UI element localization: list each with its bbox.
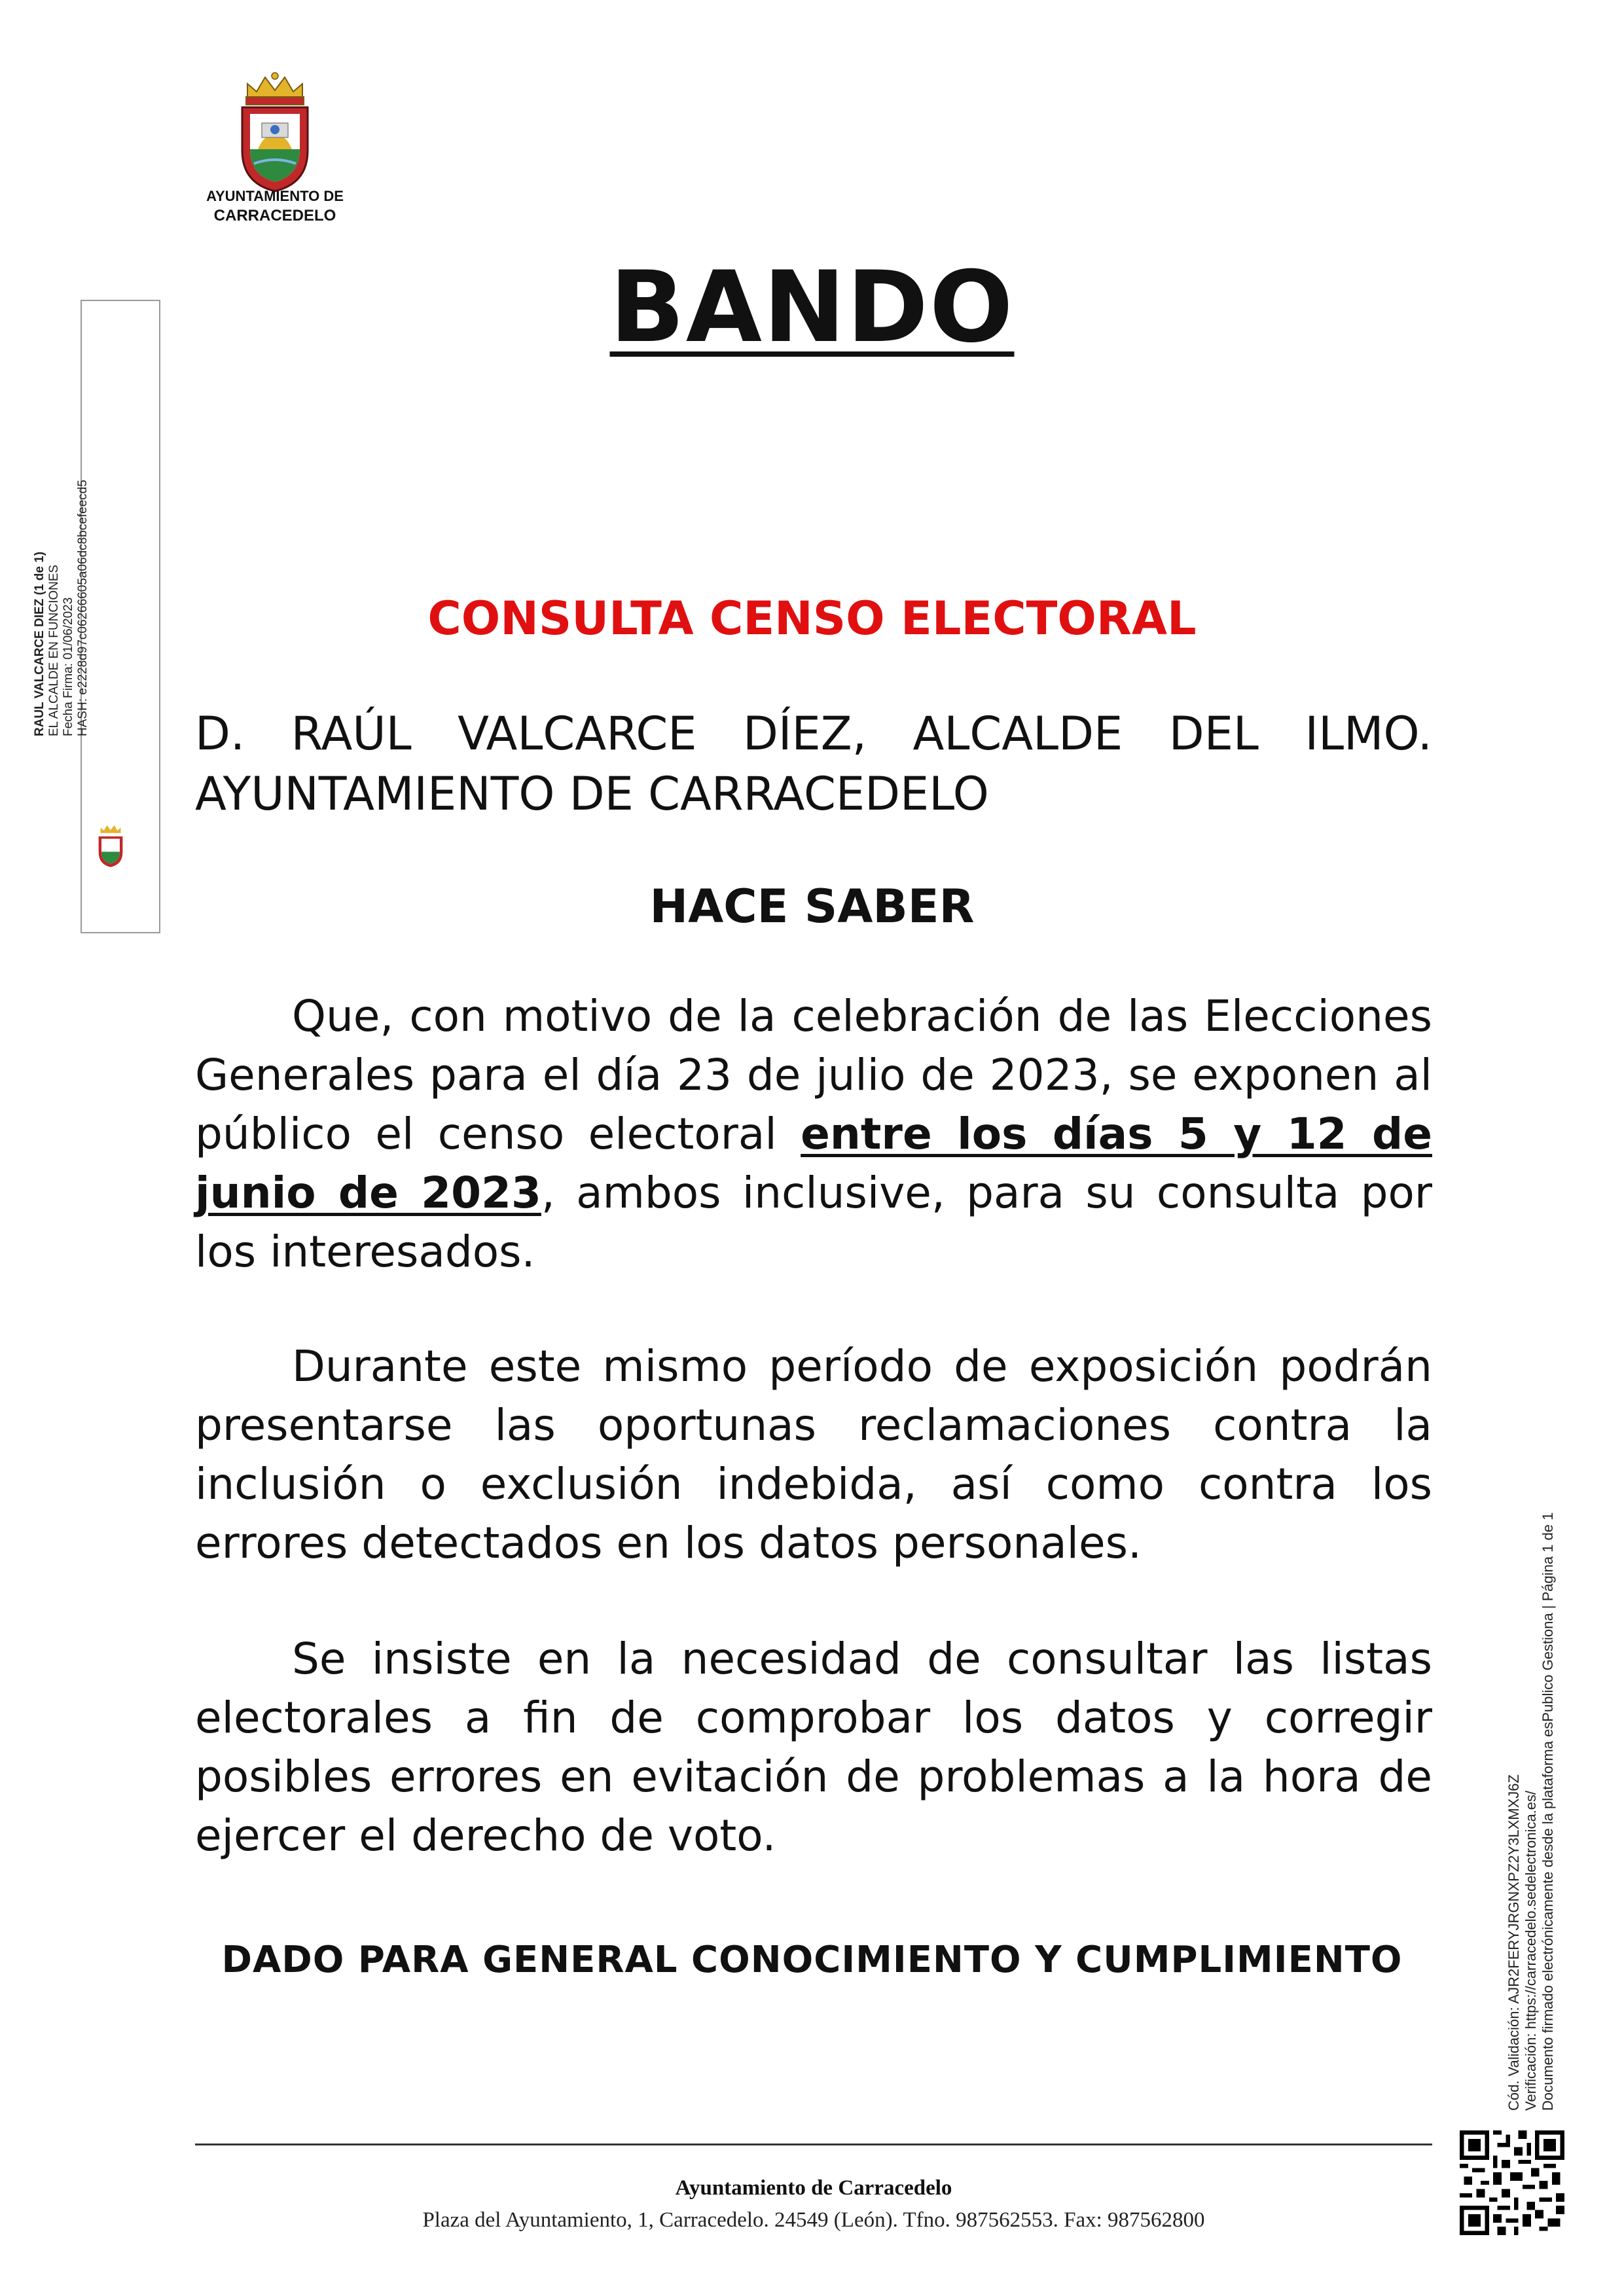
paragraph-1	[195, 987, 1432, 1282]
signature-crest-icon	[96, 823, 126, 868]
validation-url[interactable]: Verificación: https://carracedelo.sedelectronica.es/	[1523, 1790, 1539, 2111]
org-line-2: CARRACEDELO	[213, 207, 336, 224]
validation-text	[1506, 1437, 1578, 2111]
footer-address: Plaza del Ayuntamiento, 1, Carracedelo. 24549 (León). Tfno. 987562553. Fax: 987562800	[422, 2208, 1205, 2232]
mayor-line: D. RAÚL VALCARCE DÍEZ, ALCALDE DEL ILMO. AYUNTAMIENTO DE CARRACEDELO	[195, 707, 1432, 821]
paragraph-3: Se insiste en la necesidad de consultar las listas electorales a fin de comprobar los datos y corregir posibles errores en evitación de problemas a la hora de ejercer el derecho de voto.	[195, 1634, 1432, 1861]
footer-divider	[195, 2144, 1432, 2145]
signature-date: Fecha Firma: 01/06/2023	[62, 597, 75, 736]
signature-hash: HASH: e2228d97c06266605a06dc8bcefeecd5	[76, 480, 90, 736]
coat-of-arms-icon	[236, 72, 314, 193]
paragraph-1-end: , ambos inclusive, para su consulta por los interesados.	[195, 1168, 1432, 1277]
exposure-dates: entre los días 5 y 12 de junio de 2023	[195, 1109, 1432, 1218]
signature-role: EL ALCALDE EN FUNCIONES	[47, 564, 61, 736]
document-title	[0, 249, 1624, 367]
document-title-text: BANDO	[609, 251, 1015, 365]
organization-name	[183, 187, 367, 226]
hace-saber-heading: HACE SABER	[649, 880, 975, 933]
qr-code-icon[interactable]	[1460, 2130, 1564, 2235]
paragraph-2: Durante este mismo período de exposición podrán presentarse las oportunas reclamaciones contra la inclusión o exclusión indebida, así como contra los errores detectados en los datos personales.	[195, 1341, 1432, 1568]
validation-code: Cód. Validación: AJR2FERYJRGNXPZ2Y3LXMXJ6Z	[1506, 1774, 1522, 2111]
footer-organization: Ayuntamiento de Carracedelo	[675, 2176, 952, 2200]
document-subtitle: CONSULTA CENSO ELECTORAL	[427, 592, 1197, 645]
validation-note: Documento firmado electrónicamente desde la plataforma esPublico Gestiona | Página 1 de 1	[1540, 1512, 1556, 2111]
closing-statement: DADO PARA GENERAL CONOCIMIENTO Y CUMPLIMIENTO	[221, 1939, 1403, 1981]
paragraph-1-start: Que, con motivo de la celebración de las Elecciones Generales para el día 23 de julio de 2023, se exponen al público el censo electoral	[195, 991, 1432, 1159]
org-line-1: AYUNTAMIENTO DE	[206, 188, 344, 204]
signature-signer: RAUL VALCARCE DIEZ (1 de 1)	[33, 551, 46, 736]
